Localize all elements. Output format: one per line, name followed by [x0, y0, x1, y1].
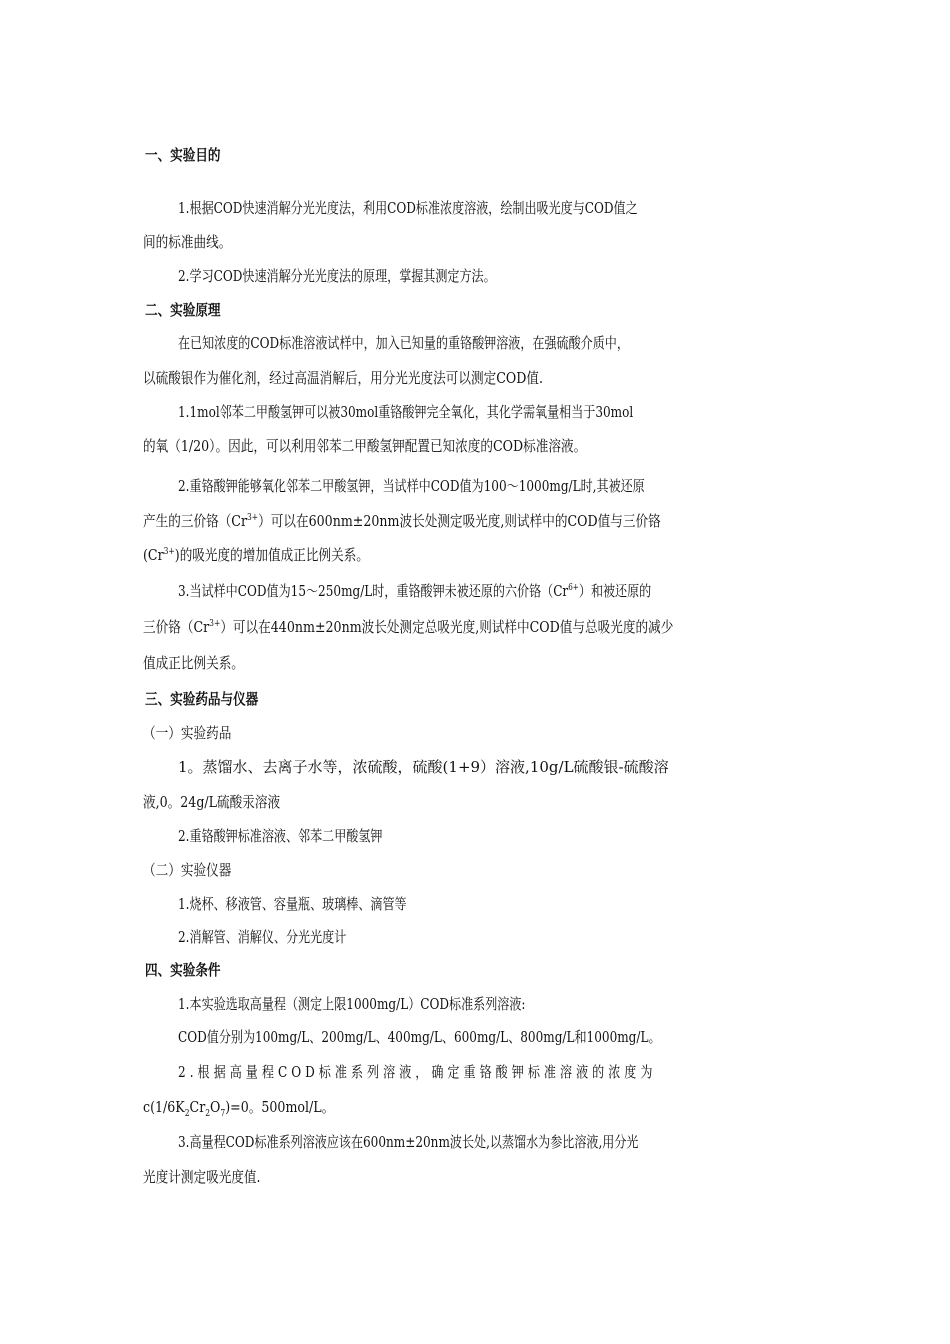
s3-i2: 2.消解管、消解仪、分光光度计 [178, 928, 347, 946]
s4-c2-line1: 2.根据高量程COD标准系列溶液，确定重铬酸钾标准溶液的浓度为 [178, 1063, 657, 1081]
section-2-title: 二、实验原理 [145, 301, 221, 319]
s3-i1: 1.烧杯、移液管、容量瓶、玻璃棒、滴管等 [178, 895, 407, 913]
s4-c2-line2: $c(1/6K_2Cr_2O_7)=0$。500mol/L。 [143, 1098, 335, 1119]
s2-p3-line3: 值成正比例关系。 [143, 654, 244, 672]
section-3-title: 三、实验药品与仪器 [145, 690, 259, 708]
s1-p1-line1: 1.根据COD快速消解分光光度法，利用COD标准浓度溶液，绘制出吸光度与COD值之 [178, 199, 638, 217]
s3-subheading-instruments: （二）实验仪器 [143, 861, 232, 879]
s2-p2-line2: 产生的三价铬$(Cr^{3+})$可以在600nm±20nm波长处测定吸光度,则试样中的COD值与三价铬 [143, 512, 661, 530]
s3-subheading-reagents: （一）实验药品 [143, 724, 232, 742]
s2-p2-line3: $(Cr^{3+})$的吸光度的增加值成正比例关系。 [143, 546, 369, 564]
s2-p0-line2: 以硫酸银作为催化剂，经过高温消解后，用分光光度法可以测定COD值. [143, 369, 543, 387]
s2-p2-line1: 2.重铬酸钾能够氧化邻苯二甲酸氢钾，当试样中COD值为100～1000mg/L时,其被还原 [178, 477, 645, 495]
s2-p1-line2: 的氧（1/20）。因此，可以利用邻苯二甲酸氢钾配置已知浓度的COD标准溶液。 [143, 437, 587, 455]
s2-p1-line1: 1.1mol邻苯二甲酸氢钾可以被30mol重铬酸钾完全氧化，其化学需氧量相当于30mol [178, 403, 634, 421]
s4-c3-line2: 光度计测定吸光度值. [143, 1168, 261, 1186]
s2-p3-line1: 3.当试样中COD值为15～250mg/L时，重铬酸钾未被还原的六价铬$(Cr^{6+})$和被还原的 [178, 582, 652, 600]
s3-d1-line2: 液,0。24g/L硫酸汞溶液 [143, 793, 281, 811]
section-1-title: 一、实验目的 [145, 146, 221, 164]
s2-p0-line1: 在已知浓度的COD标准溶液试样中，加入已知量的重铬酸钾溶液，在强硫酸介质中， [178, 334, 629, 352]
s4-c1-line1: 1.本实验选取高量程（测定上限1000mg/L）COD标准系列溶液: [178, 995, 526, 1013]
s4-c1-line2: COD值分别为100mg/L、200mg/L、400mg/L、600mg/L、800mg/L和1000mg/L。 [178, 1028, 661, 1046]
section-4-title: 四、实验条件 [145, 961, 221, 979]
s3-d2: 2.重铬酸钾标准溶液、邻苯二甲酸氢钾 [178, 827, 383, 845]
s1-p2: 2.学习COD快速消解分光光度法的原理，掌握其测定方法。 [178, 267, 496, 285]
s1-p1-line2: 间的标准曲线。 [143, 233, 232, 251]
s2-p3-line2: 三价铬$(Cr^{3+})$可以在440nm±20nm波长处测定总吸光度,则试样中COD值与总吸光度的减少 [143, 618, 674, 636]
s4-c3-line1: 3.高量程COD标准系列溶液应该在600nm±20nm波长处,以蒸馏水为参比溶液,用分光 [178, 1133, 639, 1151]
s3-d1-line1: 1。蒸馏水、去离子水等，浓硫酸，硫酸(1+9）溶液,10g/L硫酸银-硫酸溶 [178, 758, 669, 776]
